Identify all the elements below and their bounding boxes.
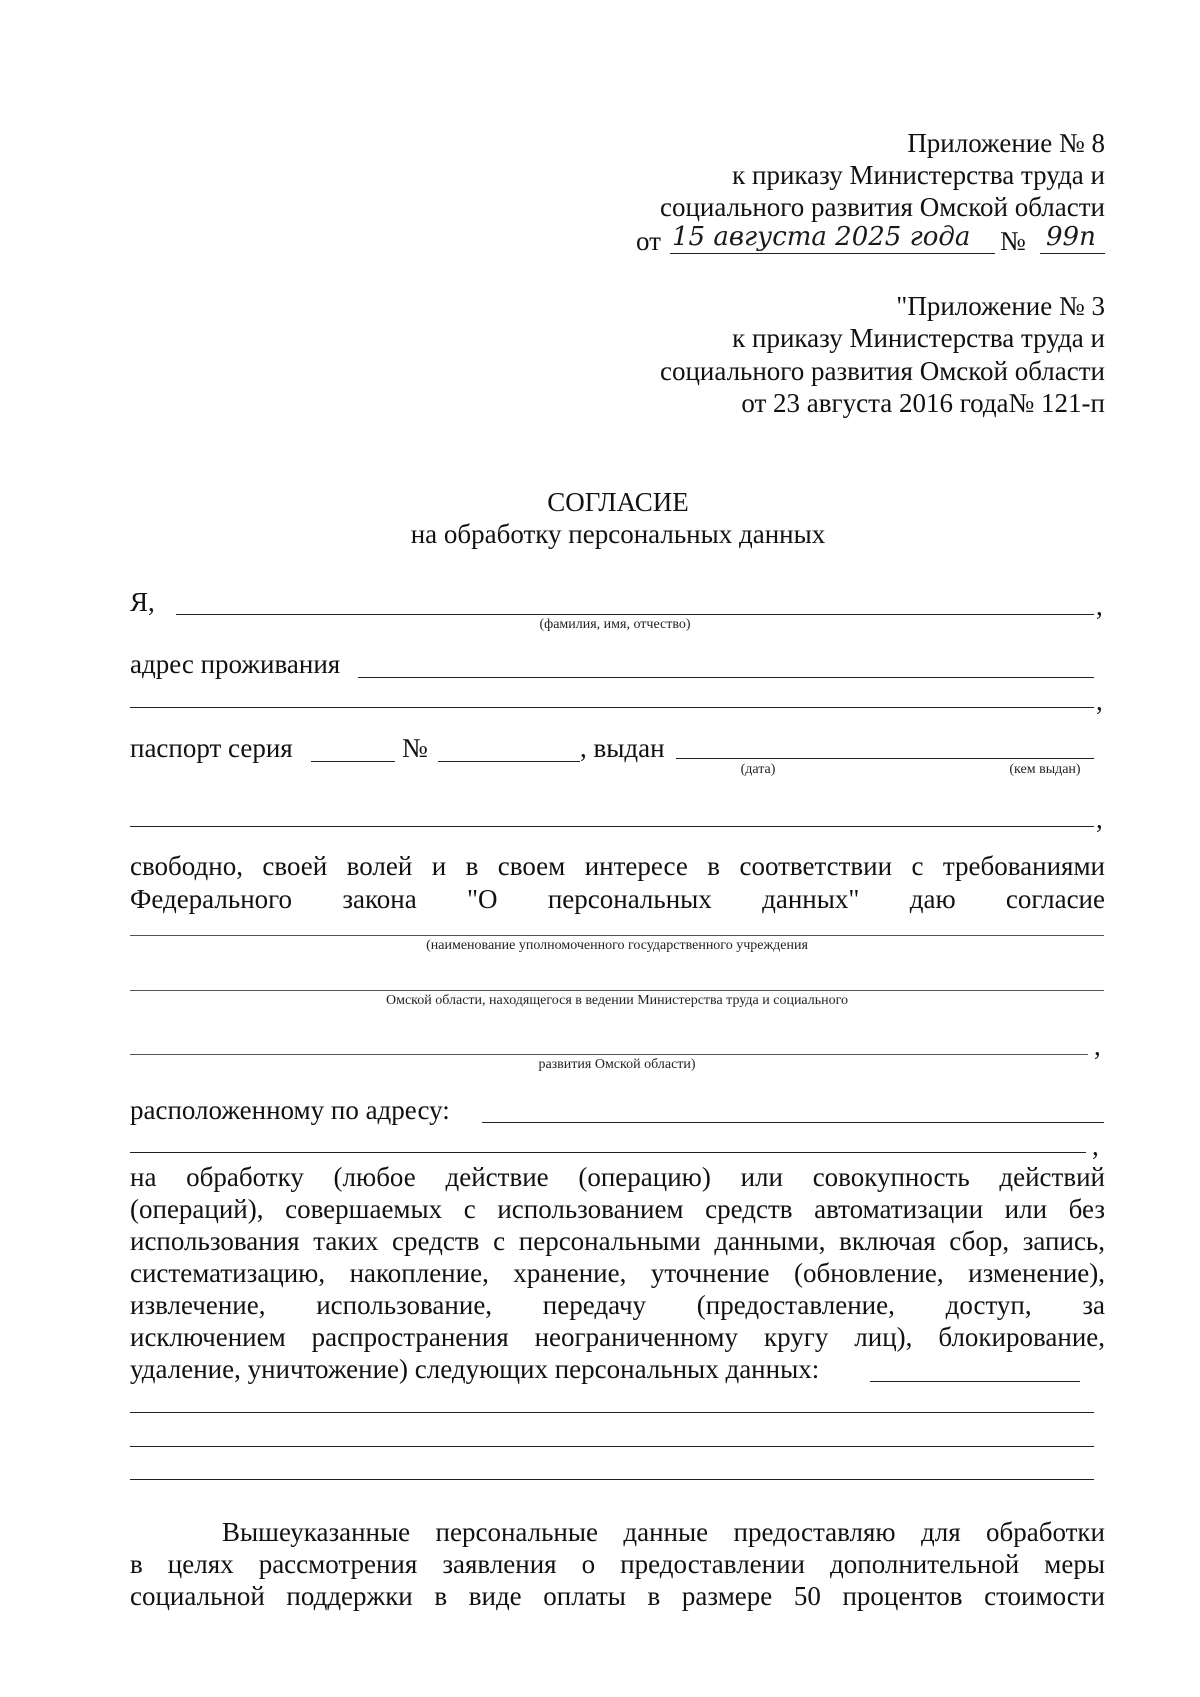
issuer-caption: (кем выдан) [1009, 762, 1081, 777]
fio-comma: , [1096, 591, 1103, 621]
institution-caption-3: развития Омской области) [538, 1057, 696, 1072]
purpose-line-3: социальной поддержки в виде оплаты в размере 50 процентов стоимости [130, 1581, 1105, 1611]
processing-line-1: на обработку (любое действие (операцию) или совокупность действий [130, 1162, 1105, 1192]
institution-caption-2: Омской области, находящегося в ведении Министерства труда и социального [385, 993, 849, 1008]
handwritten-date: 15 августа 2025 года [672, 222, 971, 252]
institution-comma: , [1094, 1031, 1101, 1061]
processing-line-2: (операций), совершаемых с использованием средств автоматизации или без [130, 1194, 1105, 1224]
consent-line-1: свободно, своей волей и в своем интересе в соответствии с требованиями [130, 851, 1105, 881]
issued-field-line2[interactable] [130, 826, 1094, 827]
appendix-3-order-line: к приказу Министерства труда и [732, 323, 1105, 353]
number-underline [1040, 253, 1105, 254]
fio-caption: (фамилия, имя, отчество) [539, 617, 691, 632]
date-underline [670, 253, 995, 254]
processing-line-4: систематизацию, накопление, хранение, уточнение (обновление, изменение), [130, 1258, 1105, 1288]
address-field[interactable] [358, 677, 1094, 678]
located-label: расположенному по адресу: [130, 1095, 450, 1125]
handwritten-number: 99п [1046, 222, 1096, 252]
address-label: адрес проживания [130, 649, 341, 679]
document-title: СОГЛАСИЕ [547, 487, 689, 517]
consent-line-2: Федерального закона "О персональных данных" даю согласие [130, 884, 1105, 914]
document-subtitle: на обработку персональных данных [410, 519, 826, 549]
number-sign: № [1000, 226, 1026, 256]
appendix-8-ministry-line: социального развития Омской области [659, 192, 1105, 222]
passport-number-label: № [402, 733, 428, 763]
institution-field-3[interactable] [130, 1054, 1088, 1055]
personal-data-line-2[interactable] [130, 1412, 1094, 1413]
ya-label: Я, [130, 587, 155, 617]
appendix-3-title: "Приложение № 3 [896, 291, 1105, 321]
passport-series-field[interactable] [311, 761, 395, 762]
appendix-3-ministry-line: социального развития Омской области [659, 356, 1105, 386]
issued-label: , выдан [580, 733, 665, 763]
personal-data-line-4[interactable] [130, 1479, 1094, 1480]
appendix-8-title: Приложение № 8 [907, 128, 1105, 158]
institution-address-comma: , [1092, 1131, 1099, 1161]
appendix-8-date-prefix: от [636, 226, 661, 256]
passport-label: паспорт серия [130, 733, 293, 763]
processing-line-6: исключением распространения неограниченному кругу лиц), блокирование, [130, 1322, 1105, 1352]
processing-line-5: извлечение, использование, передачу (предоставление, доступ, за [130, 1290, 1105, 1320]
institution-address-field[interactable] [482, 1122, 1104, 1123]
processing-line-3: использования таких средств с персональными данными, включая сбор, запись, [130, 1226, 1105, 1256]
institution-address-line2[interactable] [130, 1152, 1086, 1153]
appendix-3-date-line: от 23 августа 2016 года№ 121-п [741, 388, 1105, 418]
appendix-8-order-line: к приказу Министерства труда и [732, 160, 1105, 190]
institution-field-2[interactable] [130, 990, 1104, 991]
address-field-line2[interactable] [130, 707, 1094, 708]
personal-data-line-3[interactable] [130, 1446, 1094, 1447]
issued-comma: , [1096, 804, 1103, 834]
institution-caption-1: (наименование уполномоченного государственного учреждения [426, 938, 808, 953]
personal-data-field[interactable] [870, 1381, 1080, 1382]
date-caption: (дата) [740, 762, 776, 777]
passport-number-field[interactable] [438, 761, 580, 762]
issued-field[interactable] [676, 758, 1094, 759]
fio-field[interactable] [176, 614, 1094, 615]
purpose-line-2: в целях рассмотрения заявления о предоставлении дополнительной меры [130, 1549, 1105, 1579]
purpose-line-1: Вышеуказанные персональные данные предоставляю для обработки [222, 1517, 1105, 1547]
institution-field-1[interactable] [130, 935, 1104, 936]
address-comma: , [1096, 686, 1103, 716]
processing-line-7: удаление, уничтожение) следующих персональных данных: [130, 1354, 820, 1384]
